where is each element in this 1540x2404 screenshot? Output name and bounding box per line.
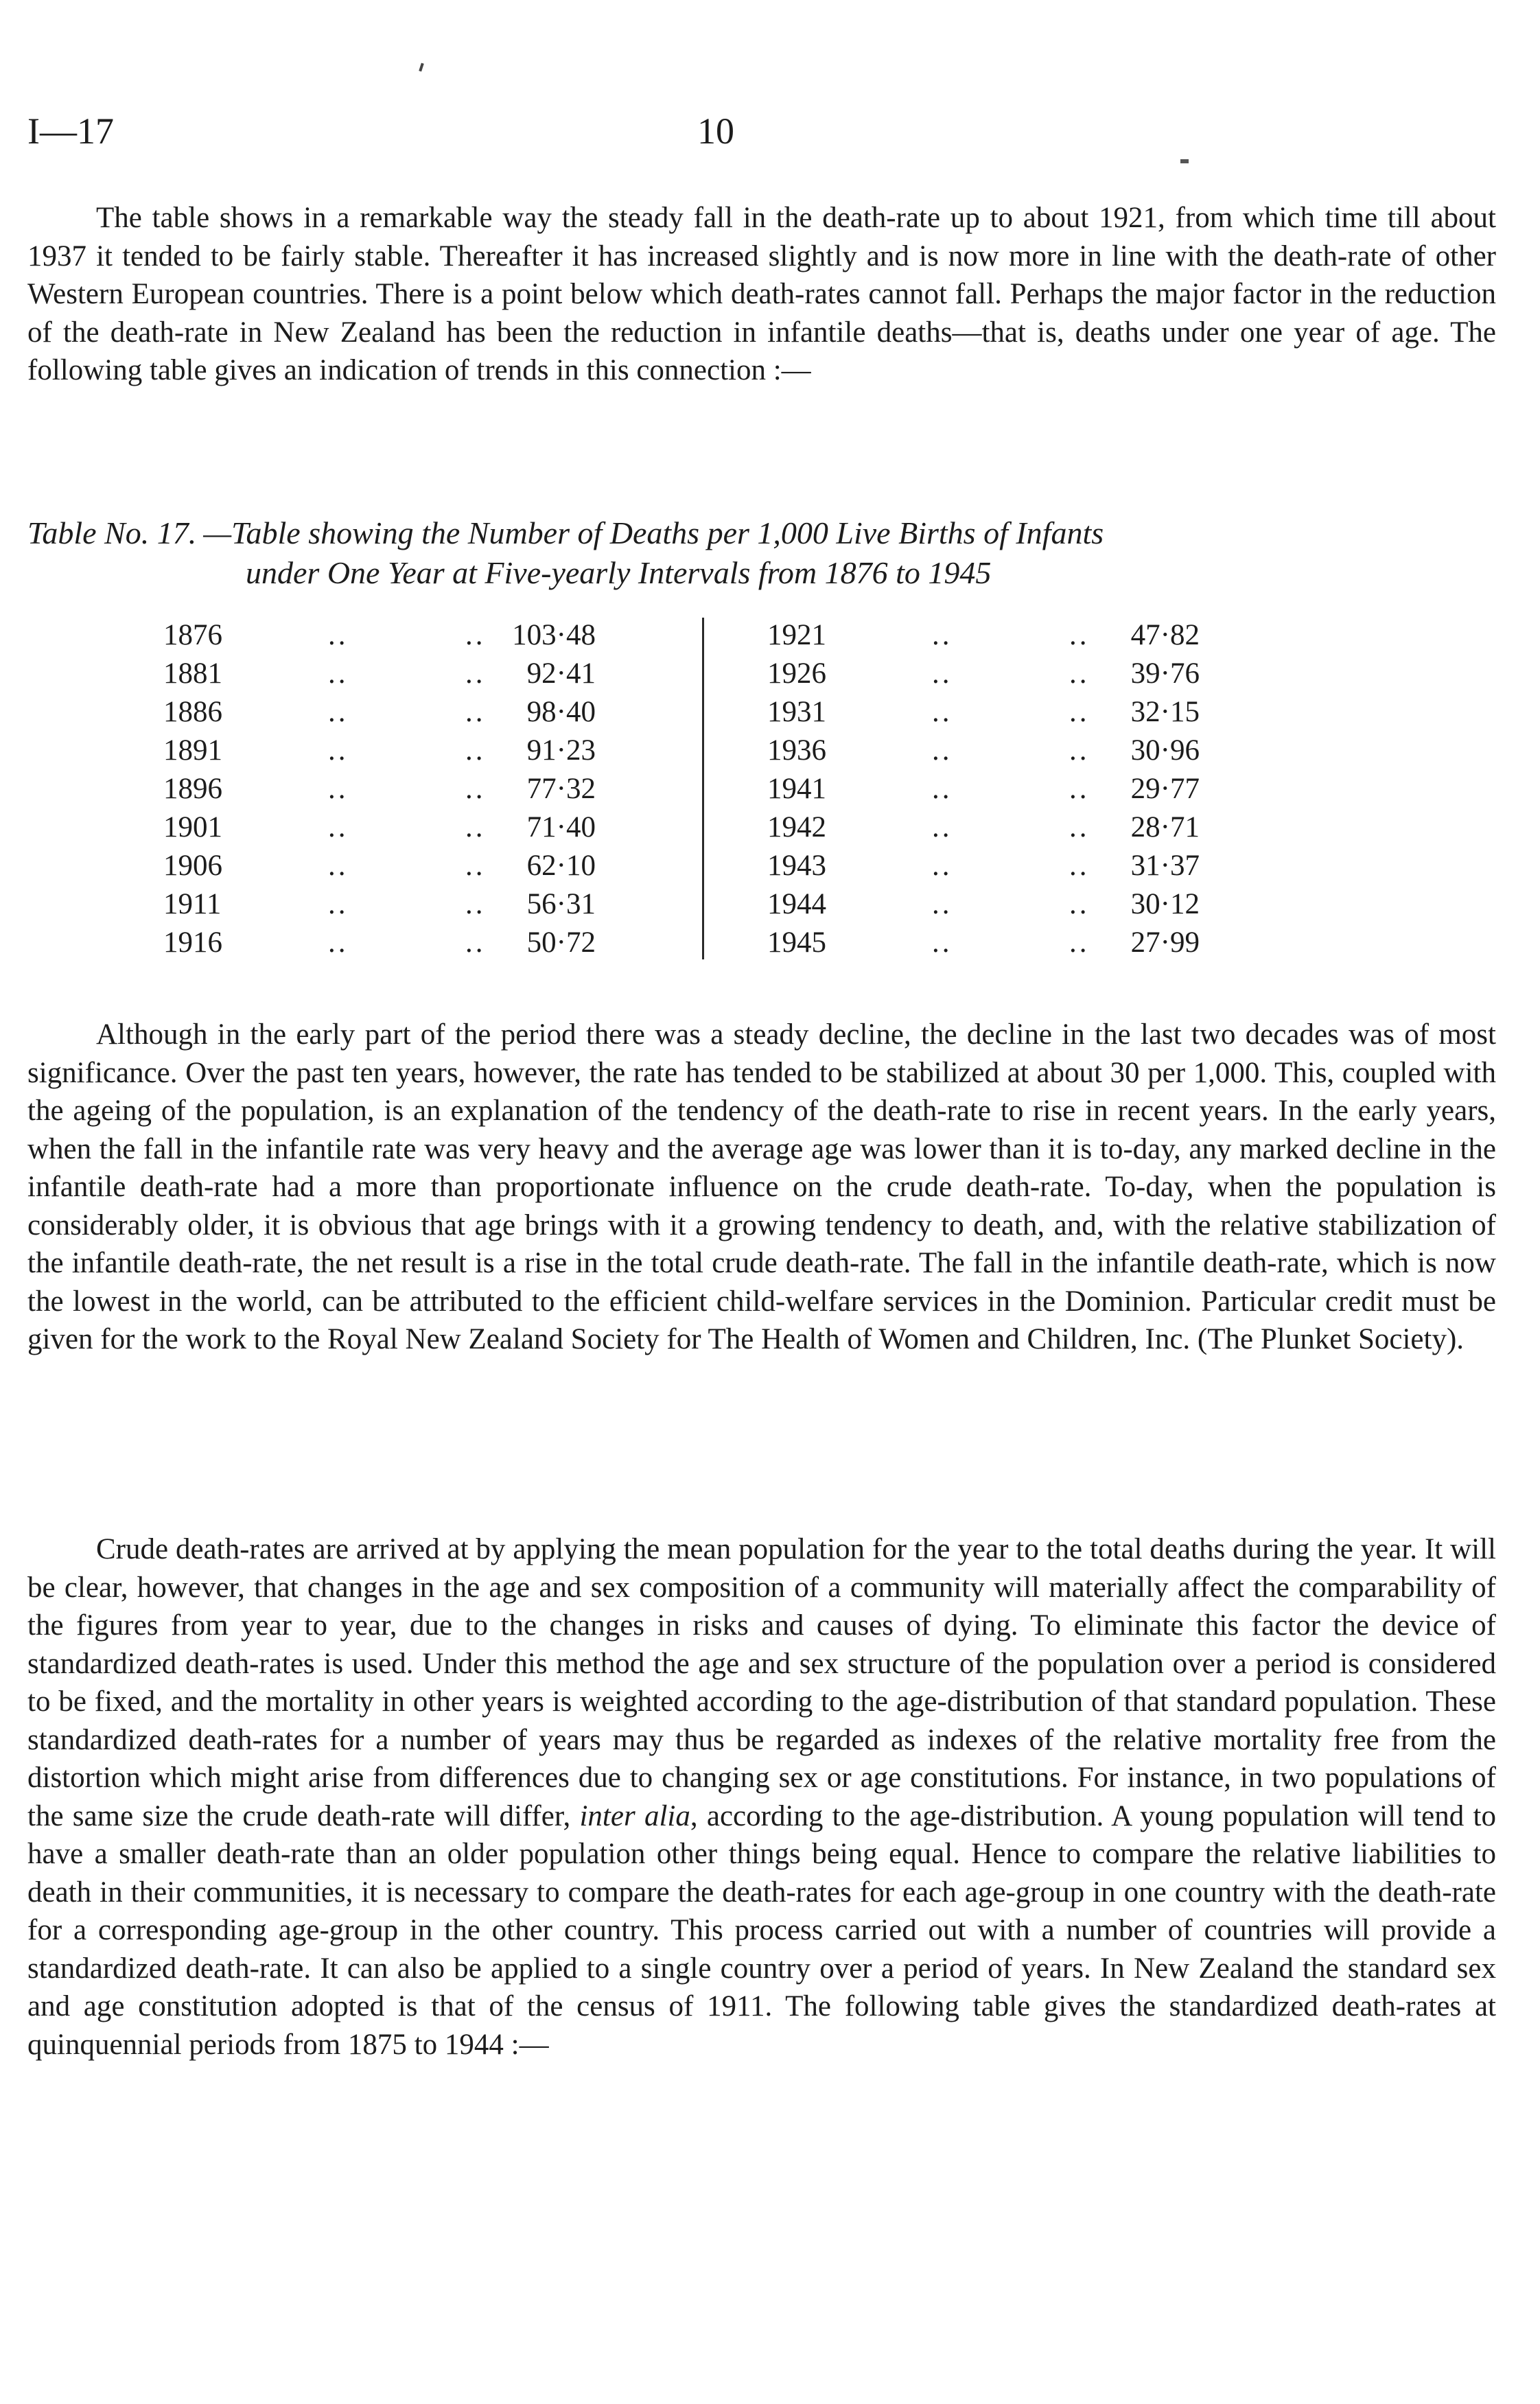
leader-dots: .. (328, 926, 349, 959)
leader-dots: .. (465, 696, 486, 728)
leader-dots: .. (1069, 734, 1090, 767)
year-cell: 1881 (163, 657, 222, 690)
leader-dots: .. (465, 926, 486, 959)
leader-dots: .. (932, 811, 953, 843)
table-row (767, 770, 1248, 808)
leader-dots: .. (932, 888, 953, 920)
leader-dots: .. (465, 850, 486, 882)
year-cell: 1944 (767, 888, 826, 920)
year-cell: 1911 (163, 888, 222, 920)
rate-cell: 32·15 (1130, 696, 1200, 728)
latin-phrase: inter alia (579, 1799, 690, 1832)
year-cell: 1876 (163, 619, 222, 651)
table-row (163, 693, 644, 732)
rate-cell: 39·76 (1130, 657, 1200, 690)
rate-cell: 77·32 (526, 773, 596, 805)
rate-cell: 71·40 (526, 811, 596, 843)
year-cell: 1936 (767, 734, 826, 767)
leader-dots: .. (932, 696, 953, 728)
column-divider (702, 618, 704, 959)
leader-dots: .. (1069, 926, 1090, 959)
rate-cell: 62·10 (526, 850, 596, 882)
table-row (163, 808, 644, 847)
leader-dots: .. (328, 619, 349, 651)
leader-dots: .. (465, 734, 486, 767)
leader-dots: .. (328, 734, 349, 767)
leader-dots: .. (465, 888, 486, 920)
leader-dots: .. (328, 811, 349, 843)
rate-cell: 92·41 (526, 657, 596, 690)
leader-dots: .. (1069, 850, 1090, 882)
table-title-line-2: under One Year at Five-yearly Intervals from 1876 to 1945 (246, 555, 992, 590)
document-code: I—17 (27, 110, 114, 152)
leader-dots: .. (1069, 811, 1090, 843)
leader-dots: .. (1069, 657, 1090, 690)
rate-cell: 30·12 (1130, 888, 1200, 920)
infant-mortality-table (163, 616, 1289, 959)
table-row (767, 847, 1248, 885)
table-row (767, 693, 1248, 732)
table-row (163, 924, 644, 962)
rate-cell: 50·72 (526, 926, 596, 959)
leader-dots: .. (932, 734, 953, 767)
rate-cell: 103·48 (512, 619, 596, 651)
leader-dots: .. (932, 926, 953, 959)
leader-dots: .. (465, 619, 486, 651)
table-row (767, 616, 1248, 655)
year-cell: 1886 (163, 696, 222, 728)
year-cell: 1901 (163, 811, 222, 843)
table-row (163, 732, 644, 770)
leader-dots: .. (932, 657, 953, 690)
print-speck (419, 63, 424, 72)
table-caption (27, 513, 1496, 593)
table-row (163, 616, 644, 655)
year-cell: 1921 (767, 619, 826, 651)
table-row (767, 924, 1248, 962)
leader-dots: .. (1069, 888, 1090, 920)
year-cell: 1896 (163, 773, 222, 805)
table-column-right (767, 616, 1248, 962)
table-row (163, 655, 644, 693)
leader-dots: .. (1069, 773, 1090, 805)
table-title-line-1: —Table showing the Number of Deaths per 1,000 Live Births of Infants (203, 515, 1104, 550)
table-row (163, 770, 644, 808)
table-row (163, 885, 644, 924)
year-cell: 1943 (767, 850, 826, 882)
rate-cell: 28·71 (1130, 811, 1200, 843)
intro-paragraph: The table shows in a remarkable way the steady fall in the death-rate up to about 1921, from which time till about 1937 it tended to be fairly stable. Thereafter it has increased slightly and is now more in line with the death-rate of other Western European countries. There is a point below which death-rates cannot fall. Perhaps the major factor in the reduction of the death-rate in New Zealand has been the reduction in infantile deaths—that is, deaths under one year of age. The following table gives an indication of trends in this connection :— (27, 202, 1496, 386)
year-cell: 1941 (767, 773, 826, 805)
year-cell: 1942 (767, 811, 826, 843)
year-cell: 1891 (163, 734, 222, 767)
table-row (767, 885, 1248, 924)
table-row (163, 847, 644, 885)
leader-dots: .. (328, 657, 349, 690)
leader-dots: .. (465, 773, 486, 805)
leader-dots: .. (1069, 696, 1090, 728)
year-cell: 1926 (767, 657, 826, 690)
year-cell: 1906 (163, 850, 222, 882)
leader-dots: .. (932, 773, 953, 805)
standardized-rates-paragraph (27, 1530, 1496, 2064)
rate-cell: 30·96 (1130, 734, 1200, 767)
leader-dots: .. (328, 888, 349, 920)
year-cell: 1916 (163, 926, 222, 959)
leader-dots: .. (465, 811, 486, 843)
rate-cell: 31·37 (1130, 850, 1200, 882)
table-row (767, 655, 1248, 693)
leader-dots: .. (328, 696, 349, 728)
leader-dots: .. (328, 773, 349, 805)
decline-paragraph: Although in the early part of the period there was a steady decline, the decline in the last two decades was of most significance. Over the past ten years, however, the rate has tended to be stabilized at about 30 per 1,000. This, coupled with the ageing of the population, is an explanation of the tendency of the death-rate to rise in recent years. In the early years, when the fall in the infantile rate was very heavy and the average age was lower than it is to-day, any marked decline in the infantile death-rate had a more than proportionate influence on the crude death-rate. To-day, when the population is considerably older, it is obvious that age brings with it a growing tendency to death, and, with the relative stabilization of the infantile death-rate, the net result is a rise in the total crude death-rate. The fall in the infantile death-rate, which is now the lowest in the world, can be attributed to the efficient child-welfare services in the Dominion. Particular credit must be given for the work to the Royal New Zealand Society for The Health of Women and Children, Inc. (The Plunket Society). (27, 1018, 1496, 1355)
rate-cell: 27·99 (1130, 926, 1200, 959)
paragraph-text: Crude death-rates are arrived at by applying the mean population for the year to the total deaths during the year. It will be clear, however, that changes in the age and sex composition of a community will materially affect the comparability of the figures from year to year, due to the changes in risks and causes of dying. To eliminate this factor the device of standardized death-rates is used. Under this method the age and sex structure of the population over a period is considered to be fixed, and the mortality in other years is weighted according to the age-distribution of that standard population. These standardized death-rates for a number of years may thus be regarded as indexes of the relative mortality free from the distortion which might arise from differences due to changing sex or age constitutions. For instance, in two populations of the same size the crude death-rate will differ, (27, 1533, 1496, 1832)
rate-cell: 47·82 (1130, 619, 1200, 651)
rate-cell: 91·23 (526, 734, 596, 767)
rate-cell: 56·31 (526, 888, 596, 920)
table-row (767, 732, 1248, 770)
leader-dots: .. (465, 657, 486, 690)
leader-dots: .. (328, 850, 349, 882)
table-row (767, 808, 1248, 847)
year-cell: 1945 (767, 926, 826, 959)
rate-cell: 29·77 (1130, 773, 1200, 805)
leader-dots: .. (1069, 619, 1090, 651)
paragraph-text-continued: , according to the age-distribution. A young population will tend to have a smaller death-rate than an older population other things being equal. Hence to compare the relative liabilities to death in their communities, it is necessary to compare the death-rates for each age-group in one country with the death-rate for a corresponding age-group in the other country. This process carried out with a number of countries will provide a standardized death-rate. It can also be applied to a single country over a period of years. In New Zealand the standard sex and age constitution adopted is that of the census of 1911. The following table gives the standardized death-rates at quinquennial periods from 1875 to 1944 :— (27, 1799, 1496, 2061)
rate-cell: 98·40 (526, 696, 596, 728)
table-column-left (163, 616, 644, 962)
table-label: Table No. 17. (27, 515, 197, 550)
year-cell: 1931 (767, 696, 826, 728)
leader-dots: .. (932, 850, 953, 882)
leader-dots: .. (932, 619, 953, 651)
page-header (27, 110, 1496, 165)
page-number: 10 (697, 110, 734, 152)
